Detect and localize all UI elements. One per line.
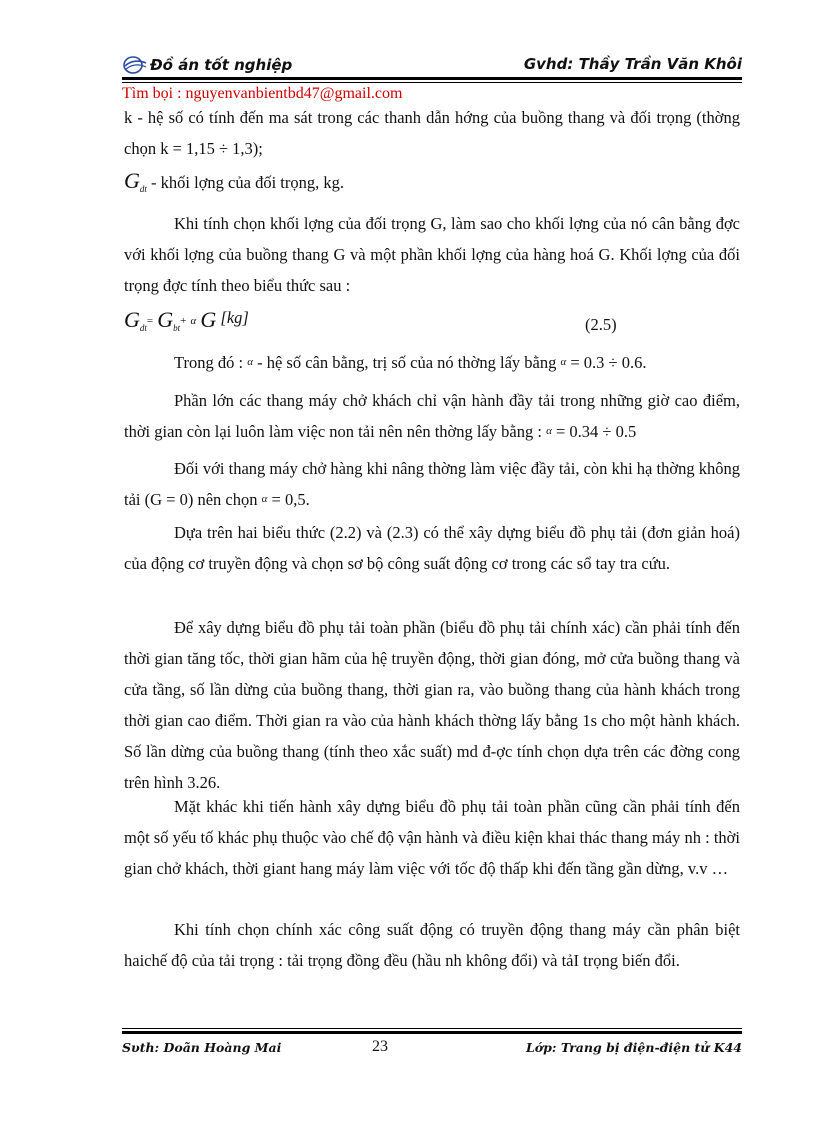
symbol-G: G [124, 168, 140, 193]
footer-rule [122, 1028, 742, 1034]
p4-alpha: α [261, 493, 268, 505]
eq-sub-bt: bt [173, 323, 181, 333]
paragraph-1: Khi tính chọn khối lợng của đối trọng G, làm sao cho khối lợng của nó cân bằng đợc với khối lợng của buồng thang G và một phần khối lợng của hàng hoá G. Khối lợng của đối trọng đợc tính theo biểu thức sau : [124, 214, 740, 295]
page-header [122, 55, 742, 79]
p3-text-a: Phần lớn các thang máy chở khách chỉ vận hành đầy tải trong những giờ cao điểm, thời gian còn lại luôn làm việc non tải nên nên thờng lấy bằng : [124, 391, 740, 441]
paragraph-2 [124, 347, 740, 378]
eq-G3: G [200, 307, 217, 332]
eq-alpha: α [190, 315, 197, 327]
eq-plus: + [180, 315, 187, 327]
subscript-dt: dt [139, 184, 147, 194]
p2-alpha-1: α [247, 356, 253, 368]
paragraph-6: Để xây dựng biểu đồ phụ tải toàn phần (biểu đồ phụ tải chính xác) cần phải tính đến thời gian tăng tốc, thời gian hãm của hệ truyền động, thời gian đóng, mở cửa buồng thang và cửa tầng, số lần dừng của buồng thang, thời gian ra, vào buồng thang của hành khách trong thời gian cao điểm. Thời gian ra vào của hành khách thờng lấy bằng 1s cho một hành khách. Số lần dừng của buồng thang (tính theo xắc suất) md đ-ợc tính chọn dựa trên các đờng cong trên hình 3.26. [124, 618, 740, 792]
eq-G1: G [124, 307, 140, 332]
p2-text-c: = 0.3 ÷ 0.6. [566, 353, 647, 372]
paragraph-4 [124, 453, 740, 515]
header-right-title: Gvhd: Thầy Trần Văn Khôi [523, 55, 742, 73]
p2-text-a: Trong đó : [174, 353, 248, 372]
equation-number: (2.5) [585, 315, 617, 334]
header-left [122, 55, 292, 75]
eq-sub-dt: dt [139, 323, 147, 333]
paragraph-k-definition: k - hệ số có tính đến ma sát trong các thanh dẫn hớng của buồng thang và đối trọng (thờng chọn k = 1,15 ÷ 1,3); [124, 108, 740, 158]
paragraph-8: Khi tính chọn chính xác công suất động có truyền động thang máy cần phân biệt haichế độ của tải trọng : tải trọng đồng đều (hầu nh không đổi) và tảI trọng biến đổi. [124, 920, 740, 970]
paragraph-5: Dựa trên hai biểu thức (2.2) và (2.3) có thể xây dựng biểu đồ phụ tải (đơn giản hoá) của động cơ truyền động và chọn sơ bộ công suất động cơ trong các sổ tay tra cứu. [124, 523, 740, 573]
p2-alpha-2: α [560, 356, 567, 368]
footer-author: Sυth: Doãn Hoàng Mai [122, 1040, 282, 1055]
paragraph-3 [124, 385, 740, 447]
page-number: 23 [372, 1038, 388, 1055]
logo-icon [122, 55, 148, 75]
p2-text-b: - hệ số cân bằng, trị số của nó thờng lấy bằng [252, 353, 561, 372]
p3-alpha: α [546, 425, 552, 437]
p4-text-b: = 0,5. [267, 490, 310, 509]
eq-equals: = [146, 315, 154, 327]
gdt-definition-text: - khối lợng của đối trọng, kg. [146, 173, 344, 192]
header-left-title: Đồ án tốt nghiệp [150, 56, 293, 74]
gdt-definition [124, 168, 740, 194]
header-rule [122, 77, 742, 83]
footer-class: Lớp: Trang bị điện-điện tử K44 [525, 1040, 742, 1055]
page-footer [122, 1040, 742, 1060]
eq-G2: G [157, 307, 174, 332]
email-note: Tìm bọi : nguyenvanbientbd47@gmail.com [122, 85, 403, 102]
p3-text-b: = 0.34 ÷ 0.5 [551, 422, 637, 441]
eq-unit: [kg] [220, 308, 249, 327]
paragraph-7: Mặt khác khi tiến hành xây dựng biểu đồ phụ tải toàn phần cũng cần phải tính đến một số yếu tố khác phụ thuộc vào chế độ vận hành và điều kiện khai thác thang máy nh : thời gian chở khách, thời giant hang máy làm việc với tốc độ thấp khi đến tầng gần dừng, v.v … [124, 797, 740, 878]
p4-text-a: Đối với thang máy chở hàng khi nâng thờng làm việc đầy tải, còn khi hạ thờng không tải (G = 0) nên chọn [124, 459, 740, 509]
equation-2-5 [124, 307, 740, 333]
